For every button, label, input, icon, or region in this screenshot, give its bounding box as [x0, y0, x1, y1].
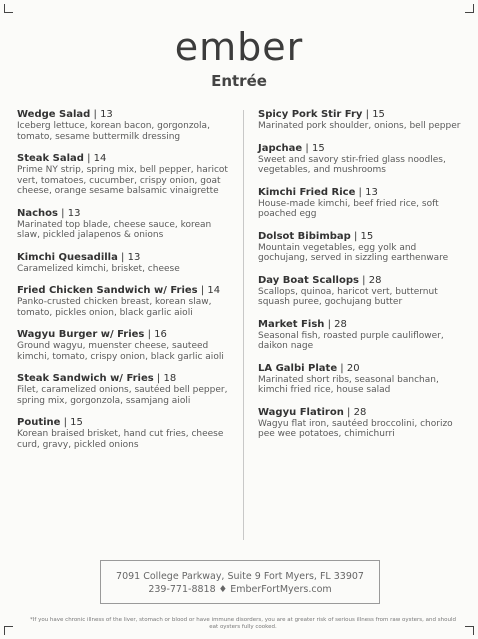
corner-ornament-top-left	[4, 4, 13, 13]
menu-item-description: Ground wagyu, muenster cheese, sauteed kimchi, tomato, crispy onion, black garlic aioli	[17, 341, 224, 362]
menu-item-price: 15	[70, 417, 83, 428]
menu-item-name: Wagyu Burger w/ Fries	[17, 329, 145, 340]
menu-item-title	[17, 284, 232, 297]
menu-item-name: Wagyu Flatiron	[258, 406, 344, 418]
menu-item-title	[258, 230, 463, 243]
menu-item-title	[17, 207, 232, 220]
menu-item	[258, 362, 463, 396]
menu-item-price: 28	[334, 318, 347, 330]
menu-item-title	[17, 416, 232, 429]
menu-item-price: 13	[100, 109, 113, 120]
menu-item-price: 16	[154, 329, 167, 340]
menu-item-price: 28	[353, 406, 367, 418]
menu-item-name: Dolsot Bibimbap	[258, 230, 351, 242]
menu-item-name: Japchae	[258, 142, 303, 154]
section-title: Entrée	[211, 72, 267, 90]
menu-item-name: Nachos	[17, 207, 58, 219]
menu-item-description: Seasonal fish, roasted purple cauliflower, daikon nage	[258, 330, 444, 351]
menu-item-description: Korean braised brisket, hand cut fries, cheese curd, gravy, pickled onions	[17, 429, 224, 450]
menu-item	[258, 230, 463, 264]
menu-item-name: Market Fish	[258, 318, 325, 330]
menu-item-description: Sweet and savory stir-fried glass noodles, vegetables, and mushrooms	[258, 154, 446, 175]
contact-line	[101, 584, 379, 595]
menu-item-description: Wagyu flat iron, sautéed broccolini, chorizo pee wee potatoes, chimichurri	[258, 418, 453, 439]
address: 7091 College Parkway, Suite 9 Fort Myers, FL 33907	[116, 571, 364, 582]
menu-item-title	[258, 362, 463, 375]
raw-food-disclaimer: *If you have chronic illness of the liver, stomach or blood or have immune disorders, you are at greater risk of serious illness from raw oysters, and should eat oysters fully cooked.	[30, 617, 456, 630]
menu-item-title	[17, 372, 232, 385]
price-separator: |	[90, 109, 101, 120]
price-separator: |	[144, 329, 155, 340]
menu-item	[258, 186, 463, 220]
website-link[interactable]: EmberFortMyers.com	[230, 584, 332, 595]
menu-item	[258, 406, 463, 440]
menu-item-description: Panko-crusted chicken breast, korean slaw, tomato, pickles onion, black garlic aioli	[17, 297, 212, 318]
menu-item-price: 20	[346, 362, 360, 374]
menu-item	[17, 416, 232, 450]
menu-item-price: 14	[93, 153, 107, 164]
menu-item-description: Mountain vegetables, egg yolk and gochujang, served in sizzling earthenware	[258, 242, 449, 263]
menu-item-name: Spicy Pork Stir Fry	[258, 109, 363, 120]
menu-item-price: 15	[372, 109, 385, 120]
menu-item-title	[258, 108, 463, 121]
price-separator: |	[350, 230, 361, 242]
menu-item-name: Poutine	[17, 417, 61, 428]
price-separator: |	[83, 153, 94, 164]
menu-item-title	[17, 108, 232, 121]
menu-item-price: 28	[368, 274, 382, 286]
menu-item	[17, 328, 232, 362]
menu-item-name: Steak Salad	[17, 153, 84, 164]
menu-item-title	[258, 186, 463, 199]
ember-logo-icon: ♦	[218, 584, 231, 595]
restaurant-info-box	[100, 560, 380, 604]
corner-ornament-bottom-left	[4, 626, 13, 635]
menu-item-description: Scallops, quinoa, haricot vert, butternut squash puree, gochujang butter	[258, 286, 438, 307]
menu-item	[17, 251, 232, 275]
menu-item-title	[258, 318, 463, 331]
price-separator: |	[337, 362, 347, 374]
menu-item	[17, 108, 232, 142]
menu-item-description: Marinated short ribs, seasonal banchan, kimchi fried rice, house salad	[258, 374, 439, 395]
menu-item-title	[17, 152, 232, 165]
menu-item	[258, 142, 463, 176]
menu-item-name: Wedge Salad	[17, 109, 91, 120]
menu-item-name: Kimchi Quesadilla	[17, 251, 118, 263]
menu-item-title	[17, 251, 232, 264]
menu-item-description: Filet, caramelized onions, sautéed bell pepper, spring mix, gorgonzola, ssamjang aioli	[17, 385, 228, 406]
price-separator: |	[153, 373, 164, 384]
price-separator: |	[343, 406, 354, 418]
menu-item-description: Caramelized kimchi, brisket, cheese	[17, 263, 180, 274]
menu-item-price: 15	[311, 142, 325, 154]
menu-item	[258, 318, 463, 352]
corner-ornament-bottom-right	[465, 626, 474, 635]
menu-item-description: Iceberg lettuce, korean bacon, gorgonzola, tomato, sesame buttermilk dressing	[17, 121, 210, 142]
menu-item-price: 13	[127, 251, 141, 263]
price-separator: |	[355, 186, 366, 198]
menu-item-name: Kimchi Fried Rice	[258, 186, 356, 198]
price-separator: |	[197, 285, 208, 296]
menu-item-description: House-made kimchi, beef fried rice, soft poached egg	[258, 198, 439, 219]
menu-item-price: 18	[163, 373, 177, 384]
menu-item-name: LA Galbi Plate	[258, 362, 338, 374]
price-separator: |	[358, 274, 369, 286]
price-separator: |	[324, 318, 335, 330]
corner-ornament-top-right	[465, 4, 474, 13]
ember-logo: ember	[174, 25, 304, 69]
menu-item	[17, 372, 232, 406]
menu-item-price: 15	[360, 230, 374, 242]
phone-number: 239-771-8818	[148, 584, 216, 595]
menu-item-name: Fried Chicken Sandwich w/ Fries	[17, 285, 198, 296]
menu-column-right	[258, 108, 463, 450]
menu-column-left	[17, 108, 232, 460]
menu-item-description: Marinated top blade, cheese sauce, korean slaw, pickled jalapenos & onions	[17, 219, 212, 240]
menu-item-name: Day Boat Scallops	[258, 274, 359, 286]
menu-item-description: Marinated pork shoulder, onions, bell pepper	[258, 121, 461, 131]
menu-item	[258, 108, 463, 132]
menu-item-price: 14	[207, 285, 221, 296]
column-divider	[243, 110, 244, 540]
menu-item	[17, 207, 232, 241]
menu-item-title	[258, 142, 463, 155]
price-separator: |	[302, 142, 312, 154]
menu-item	[17, 152, 232, 197]
menu-item-description: Prime NY strip, spring mix, bell pepper, haricot vert, tomatoes, cucumber, crispy onion, goat cheese, orange sesame balsamic vinaigrette	[17, 165, 228, 196]
price-separator: |	[58, 207, 68, 219]
menu-item-price: 13	[67, 207, 81, 219]
menu-item-title	[258, 274, 463, 287]
price-separator: |	[362, 109, 373, 120]
menu-item	[17, 284, 232, 318]
price-separator: |	[60, 417, 71, 428]
menu-item-title	[258, 406, 463, 419]
price-separator: |	[117, 251, 128, 263]
menu-item	[258, 274, 463, 308]
menu-item-name: Steak Sandwich w/ Fries	[17, 373, 154, 384]
menu-item-title	[17, 328, 232, 341]
menu-item-price: 13	[365, 186, 378, 198]
